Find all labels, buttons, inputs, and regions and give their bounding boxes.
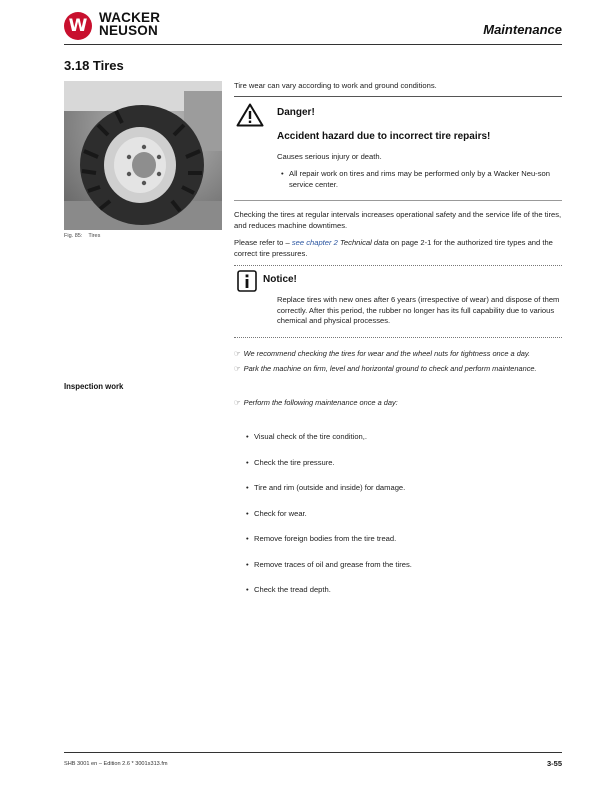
inspection-intro [234, 398, 564, 408]
refer-chapter-title: Technical data [339, 238, 389, 247]
list-item: • Remove traces of oil and grease from the tires. [246, 560, 564, 571]
danger-consequence: Causes serious injury or death. [277, 152, 382, 161]
danger-title: Danger! [277, 107, 315, 118]
refer-paragraph [234, 238, 562, 259]
brand-logo-mark: W [68, 16, 88, 36]
list-item: • Check the tire pressure. [246, 458, 564, 469]
hint-2 [234, 364, 564, 374]
hint-1 [234, 349, 564, 359]
list-item: • Remove foreign bodies from the tire tread. [246, 534, 564, 545]
pointing-hand-icon: ☞ [234, 349, 241, 358]
chapter-link[interactable]: see chapter 2 [291, 238, 338, 247]
list-item: • Check the tread depth. [246, 585, 564, 596]
brand-logo-line2: NEUSON [99, 23, 158, 38]
inspection-label: Inspection work [64, 382, 124, 391]
page-number: 3-55 [546, 759, 562, 768]
header-divider [64, 44, 562, 45]
footer-edition: SHB 3001 en – Edition 2.6 * 3001s313.fm [64, 761, 168, 767]
list-item: • Check for wear. [246, 509, 564, 520]
hint-2-text: Park the machine on firm, level and horizontal ground to check and perform maintenance. [243, 364, 537, 373]
warning-triangle-icon [236, 103, 264, 127]
info-icon [237, 270, 257, 292]
refer-suffix: on page 2-1 for the authorized tire types and the correct tire pressures. [234, 238, 553, 258]
list-item: • Tire and rim (outside and inside) for damage. [246, 483, 564, 494]
pointing-hand-icon: ☞ [234, 364, 241, 373]
notice-title: Notice! [263, 274, 297, 285]
figure-label: Fig. 85: [64, 233, 83, 239]
checking-paragraph: Checking the tires at regular intervals increases operational safety and the service life of the tires, and reduces machine downtimes. [234, 210, 562, 230]
inspection-intro-text: Perform the following maintenance once a day: [243, 398, 398, 407]
refer-prefix: Please refer to – [234, 238, 292, 247]
notice-bottom-rule [234, 337, 562, 338]
danger-bullet: • All repair work on tires and rims may be performed only by a Wacker Neu-son service center. [281, 169, 567, 190]
danger-subtitle: Accident hazard due to incorrect tire repairs! [277, 131, 491, 142]
notice-top-rule [234, 265, 562, 266]
tire-photo [64, 81, 222, 230]
figure-caption-text: Tires [88, 233, 101, 239]
notice-text: Replace tires with new ones after 6 years (irrespective of wear) and dispose of them correctly. After this period, the rubber no longer has its full capability due to various chemical and physical processes. [277, 295, 560, 325]
pointing-hand-icon: ☞ [234, 398, 241, 407]
hint-1-text: We recommend checking the tires for wear and the wheel nuts for tightness once a day. [243, 349, 531, 358]
footer-divider [64, 752, 562, 753]
brand-logo-text [99, 11, 160, 37]
header-section-title: Maintenance [483, 22, 562, 37]
figure-caption [64, 233, 100, 239]
danger-bottom-rule [234, 200, 562, 201]
list-item: • Visual check of the tire condition,. [246, 432, 564, 443]
brand-logo-line1: WACKER [99, 10, 161, 25]
danger-top-rule [234, 96, 562, 97]
intro-text: Tire wear can vary according to work and ground conditions. [234, 81, 437, 90]
section-title: 3.18 Tires [64, 58, 124, 73]
